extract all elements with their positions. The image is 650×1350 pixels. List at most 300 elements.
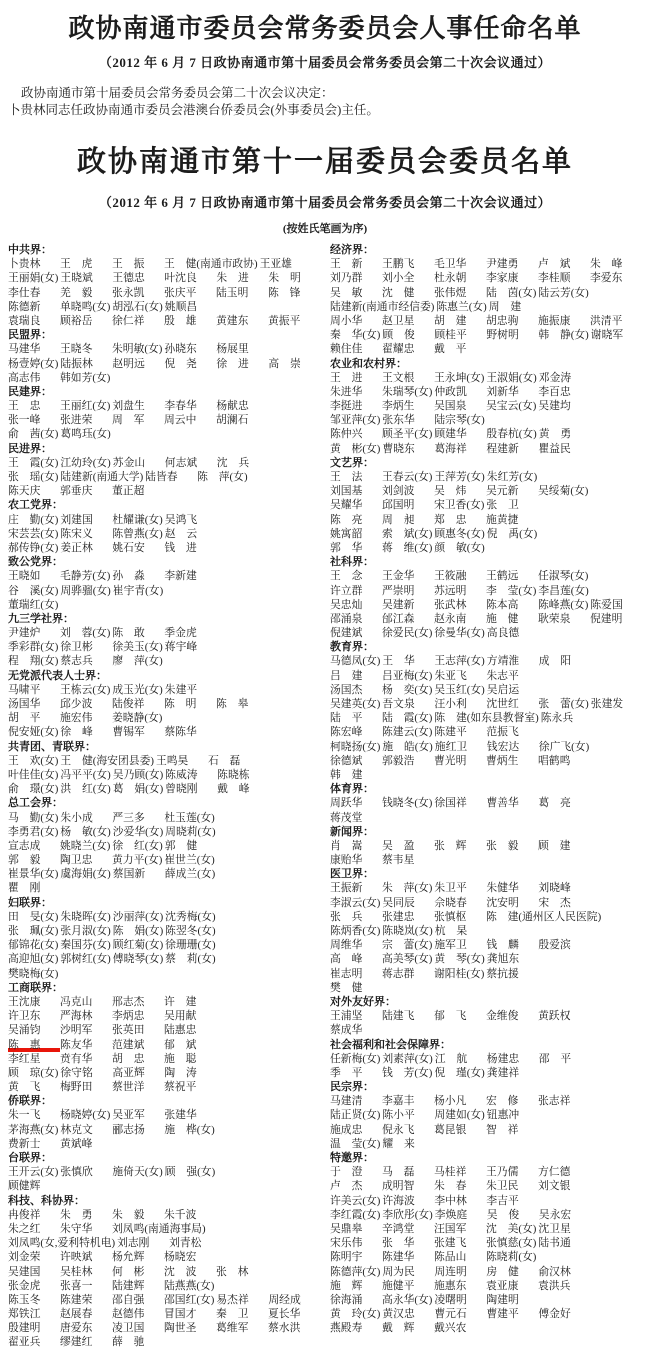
member-row [8, 839, 325, 853]
member-name: 沈卫星 [538, 1222, 571, 1235]
member-name: 温 莹(女) [330, 1137, 381, 1150]
member-row [330, 683, 650, 697]
member-name: 李嘉丰 [382, 1095, 415, 1108]
member-row [8, 1123, 325, 1137]
member-name: 叶佳佳(女) [8, 768, 59, 781]
member-name: 蔡抗援 [486, 967, 519, 980]
member-row [330, 1307, 650, 1321]
member-name: 谷 溪(女) [8, 584, 59, 597]
member-name: 董正超 [112, 485, 145, 498]
member-name: 姚寓韶 [330, 527, 363, 540]
member-name: 张喜一 [60, 1279, 93, 1292]
member-row [330, 967, 650, 981]
member-row [8, 952, 325, 966]
member-name: 顾 俊 [382, 329, 415, 342]
member-name: 俞 璟(女) [8, 783, 59, 796]
member-name: 王沈康 [8, 995, 41, 1008]
member-name: 王 忠 [8, 400, 41, 413]
member-name: 洪 红(女) [60, 783, 111, 796]
member-name: 郦志扬 [112, 1123, 145, 1136]
member-name: 姚顺昌 [164, 300, 198, 313]
member-name: 傅金好 [538, 1308, 571, 1321]
member-name: 沙丽萍(女) [112, 910, 164, 923]
member-row [8, 541, 325, 555]
member-name: 倪 禹(女) [486, 527, 538, 540]
member-row [8, 1023, 325, 1037]
member-row [330, 1137, 650, 1151]
member-name: 陈 建(如东县教督室) [434, 712, 539, 725]
member-name: 沈 健 [382, 286, 415, 299]
member-name: 徐 进 [216, 357, 249, 370]
member-name: 高良德 [486, 627, 520, 640]
member-name: 郭毅浩 [382, 754, 415, 767]
member-name: 叶沈良 [164, 272, 197, 285]
member-name: 倪建明 [590, 612, 623, 625]
member-row [8, 725, 325, 739]
member-name: 徐德斌 [330, 754, 363, 767]
member-name: 廖 萍(女) [112, 655, 163, 668]
member-name: 李昌莲(女) [538, 584, 589, 597]
member-name: 葛 亮 [538, 797, 571, 810]
member-name: 周 建 [488, 300, 522, 313]
member-name: 王栋云(女) [60, 683, 111, 696]
section-header: 体育界： [330, 783, 374, 796]
member-name: 杨展里 [216, 343, 249, 356]
member-name: 龚旭东 [486, 953, 520, 966]
member-name: 柯晓扬(女) [330, 740, 381, 753]
member-name: 顾健辉 [8, 1180, 41, 1193]
member-name: 李 莹(女) [486, 584, 537, 597]
member-name: 戴 峰 [217, 783, 250, 796]
member-name: 钱 麟 [486, 939, 519, 952]
member-name: 朱 勇 [60, 1208, 93, 1221]
member-name: 王文根 [382, 371, 415, 384]
member-name: 赵永南 [434, 612, 467, 625]
member-name: 曹晓东 [382, 442, 415, 455]
member-name: 索 斌(女) [382, 527, 433, 540]
member-name: 邰江森 [382, 612, 415, 625]
member-name: 施倚天(女) [112, 1166, 163, 1179]
member-name: 陈建华 [382, 1251, 415, 1264]
member-name: 卜贵林 [8, 258, 41, 271]
member-name: 王春云(女) [382, 471, 433, 483]
member-row [8, 1236, 325, 1250]
member-row [330, 569, 650, 583]
member-name: 沈 兵 [216, 456, 250, 469]
member-name: 王萍芳(女) [434, 471, 485, 483]
member-row [330, 513, 650, 527]
member-name: 陈曾燕(女) [112, 527, 163, 540]
member-name: 张永凯 [112, 286, 145, 299]
member-name: 赵卫星 [382, 314, 415, 327]
member-name: 朱 进 [216, 272, 249, 285]
member-name: 王 华 [382, 655, 415, 668]
member-row [330, 1123, 650, 1137]
member-name: 钱 进 [164, 541, 197, 554]
member-name: 冯平平(女) [60, 768, 111, 781]
member-name: 张伟煜 [434, 286, 467, 299]
member-name: 周为民 [382, 1265, 415, 1278]
member-row [330, 1066, 650, 1080]
member-row [330, 768, 650, 782]
member-name: 殷建明 [8, 1322, 41, 1335]
member-row [8, 697, 325, 711]
member-row [8, 654, 325, 668]
member-name: 崔景华(女) [8, 868, 59, 881]
member-name: 杨献忠 [216, 400, 249, 413]
member-row [8, 300, 325, 314]
member-row [330, 271, 650, 285]
member-row [330, 1179, 650, 1193]
member-name: 高 峰 [330, 953, 363, 966]
member-name: 殷春杭(女) [486, 428, 537, 441]
member-name: 顾桂平 [434, 329, 467, 342]
member-name: 沈 波 [164, 1265, 197, 1278]
member-name: 苏金山 [112, 456, 146, 469]
member-row [8, 924, 325, 938]
member-row [330, 1194, 650, 1208]
member-name: 李春华 [164, 400, 197, 413]
member-name: 辛鸿堂 [382, 1222, 415, 1235]
member-name: 孙 淼 [112, 570, 145, 583]
member-name: 李欣彤(女) [382, 1208, 433, 1221]
member-name: 陈峰燕(女) [538, 598, 589, 611]
member-name: 李中林 [434, 1194, 467, 1207]
member-name: 李焕庭 [434, 1208, 468, 1221]
member-name: 费新士 [8, 1137, 41, 1150]
member-name: 曹善华 [486, 797, 519, 810]
member-name: 施军卫 [434, 939, 467, 952]
member-name: 徐卫彬 [60, 641, 93, 654]
member-name: 季金虎 [164, 627, 197, 640]
member-name: 王鸣昊 [155, 754, 189, 767]
member-name: 周 昶 [382, 513, 415, 526]
member-name: 吴 俊 [486, 1208, 520, 1221]
member-name: 于 澄 [330, 1166, 363, 1179]
member-row [8, 938, 325, 952]
member-name: 李挺进 [330, 400, 363, 413]
member-name: 周小华 [330, 314, 363, 327]
member-name: 冒国才 [164, 1308, 197, 1321]
member-name: 张 辉 [434, 839, 467, 852]
member-name: 许 建 [164, 995, 197, 1008]
member-row [330, 740, 650, 754]
member-name: 张月淑(女) [60, 925, 111, 937]
section-header: 无党派代表人士界： [8, 669, 107, 682]
member-name: 张 林 [216, 1265, 249, 1278]
member-name: 马桂祥 [434, 1166, 467, 1179]
member-name: 王 新 [330, 258, 363, 271]
member-name: 徐守铭 [60, 1066, 93, 1079]
member-name: 陈 明 [164, 698, 197, 710]
member-name: 周骅骝(女) [60, 584, 111, 597]
member-row [330, 314, 650, 328]
member-name: 张 毅 [486, 839, 519, 852]
member-name: 张建发 [590, 698, 624, 710]
member-name: 周云中 [164, 414, 197, 427]
section-header: 教育界： [330, 641, 374, 654]
member-name: 陈 娟(女) [112, 925, 164, 937]
member-name: 黄斌峰 [60, 1137, 93, 1150]
member-name: 梅野田 [60, 1081, 93, 1094]
member-name: 陆玉明 [216, 286, 249, 299]
member-name: 吴亚军 [112, 1109, 145, 1122]
member-name: 李吉平 [486, 1194, 519, 1207]
member-name: 张 兵 [330, 910, 363, 923]
member-name: 吴绥菊(女) [538, 485, 589, 498]
member-row [330, 697, 650, 711]
member-name: 王丽娟(女) [8, 272, 59, 285]
member-name: 胡 忠 [112, 1052, 145, 1065]
member-name: 郭垂庆 [60, 485, 93, 498]
member-name: 赵明远 [112, 357, 145, 370]
member-row [330, 1094, 650, 1108]
member-name: 周维华 [330, 939, 363, 952]
member-row [8, 513, 325, 527]
member-name: 秦国芬(女) [60, 939, 111, 952]
section-header: 文艺界： [330, 456, 374, 469]
member-name: 施 桦(女) [164, 1123, 215, 1136]
member-name: 李红星 [8, 1052, 41, 1065]
member-name: 朱守华 [60, 1222, 93, 1235]
member-row [330, 612, 650, 626]
member-name: 吴元新 [486, 485, 519, 498]
member-name: 许映斌 [60, 1251, 93, 1264]
member-name: 许海波 [382, 1194, 415, 1207]
member-row [330, 853, 650, 867]
member-name: 殷爱滨 [538, 939, 571, 952]
member-name: 沈秀梅(女) [165, 910, 216, 923]
member-row [330, 811, 650, 825]
member-name: 陆惠忠 [164, 1024, 197, 1037]
member-name: 严崇明 [382, 584, 415, 597]
member-name: 蔡国新 [112, 868, 146, 881]
member-name: 李爱东 [590, 272, 623, 285]
member-name: 倪安娅(女) [8, 726, 59, 739]
member-name: 樊 健 [330, 981, 363, 994]
member-name: 黄 彬(女) [330, 442, 381, 455]
member-name: 高美琴(女) [382, 953, 433, 966]
name-list-column-left [0, 243, 325, 1350]
member-name: 施黄捷 [486, 513, 519, 526]
member-name: 张 华 [382, 1237, 415, 1250]
member-name: 杭 杲 [434, 925, 468, 937]
member-name: 张金虎 [8, 1279, 41, 1292]
member-name: 施 健 [486, 612, 519, 625]
member-name: 马啸平 [8, 683, 41, 696]
member-name: 李百忠 [538, 385, 571, 398]
member-name: 朱 毅 [112, 1208, 145, 1221]
member-name: 陈品山 [434, 1251, 467, 1264]
member-name: 陶 涛 [164, 1066, 197, 1079]
member-row [8, 1321, 325, 1335]
member-name: 高志伟 [8, 371, 41, 384]
member-name: 周跃华 [330, 797, 363, 810]
member-row [8, 1165, 325, 1179]
member-name: 田 旻(女) [8, 910, 59, 923]
member-row [8, 1052, 325, 1066]
member-row [330, 470, 650, 484]
member-name: 顾 琼(女) [8, 1066, 59, 1079]
member-name: 钱宏达 [486, 740, 520, 753]
member-name: 朱红芳(女) [486, 471, 538, 483]
member-row [330, 910, 650, 924]
member-name: 沈世红 [486, 698, 519, 710]
member-row [330, 654, 650, 668]
member-name: 何志斌 [164, 456, 198, 469]
member-name: 朱 萍(女) [382, 882, 433, 895]
member-name: 刘新华 [486, 385, 519, 398]
member-name: 陈玉冬 [8, 1293, 41, 1306]
member-name: 缪建红 [60, 1336, 93, 1349]
member-name: 郁锦花(女) [8, 939, 59, 952]
member-row [8, 711, 325, 725]
member-name: 范振飞 [486, 726, 519, 739]
member-name: 朱 峰 [590, 258, 623, 271]
member-name: 陈天庆 [8, 485, 41, 498]
member-name: 任淑琴(女) [538, 570, 589, 583]
member-name: 宣志成 [8, 839, 41, 852]
member-name: 王 霞(女) [8, 456, 59, 469]
member-name: 蔡 莉(女) [165, 953, 216, 966]
member-list-subtitle: （2012 年 6 月 7 日政协南通市第十届委员会常务委员会第二十次会议通过） [98, 195, 552, 210]
member-row [8, 470, 325, 484]
member-name: 夏长华 [268, 1308, 301, 1321]
member-row [8, 1222, 325, 1236]
member-name: 刘志刚 [117, 1237, 150, 1250]
member-name: 张 瑶(女) [8, 471, 59, 483]
member-name: 蒋 维(女) [382, 541, 433, 554]
member-row [330, 1165, 650, 1179]
member-name: 俞 茜(女) [8, 428, 59, 441]
member-name: 姚石安 [112, 541, 145, 554]
member-name: 程建新 [486, 442, 519, 455]
member-name: 陆云芳(女) [538, 286, 589, 299]
member-name: 袁亚康 [486, 1279, 519, 1292]
name-list-column-right [325, 243, 650, 1350]
member-name: 高 崇 [268, 357, 301, 370]
member-name: 虞海娟(女) [60, 868, 111, 881]
member-name: 赵德伟 [112, 1308, 145, 1321]
member-row [8, 1293, 325, 1307]
member-name: 王 虎 [60, 258, 93, 271]
member-row [8, 357, 325, 371]
member-name: 倪 瑾(女) [434, 1066, 485, 1079]
member-name: 吴建均 [538, 400, 571, 413]
member-name: 王淑娟(女) [486, 371, 537, 384]
member-name: 陈 亮 [330, 513, 363, 526]
member-name: 康贻华 [330, 854, 363, 867]
member-name: 燕殿寿 [330, 1322, 363, 1335]
member-name: 陈永兵 [540, 712, 574, 725]
member-name: 陆宗琴(女) [434, 414, 485, 427]
member-name: 葛海祥 [434, 442, 467, 455]
member-row [8, 683, 325, 697]
member-name: 庄 勤(女) [8, 513, 59, 526]
member-name: 季 平 [330, 1066, 363, 1079]
member-name: 杨允辉 [112, 1251, 145, 1264]
member-name: 刘建国 [60, 513, 93, 526]
member-name: 凌曙明 [434, 1293, 467, 1306]
member-name: 翟耀忠 [382, 343, 415, 356]
member-name: 杜永朝 [434, 272, 467, 285]
section-header: 九三学社界： [8, 612, 74, 625]
section-header: 致公党界： [8, 556, 63, 569]
member-name: 陆建新(南通市经信委) [330, 300, 435, 313]
member-name: 倪建斌 [330, 627, 363, 640]
member-name: 陆 茵(女) [486, 286, 537, 299]
member-name: 蔡韦星 [382, 854, 415, 867]
member-name: 蔡祝平 [164, 1081, 197, 1094]
member-name: 郭 健 [164, 839, 198, 852]
member-name: 洪清平 [590, 314, 623, 327]
member-row [330, 796, 650, 810]
member-name: 徐美玉(女) [112, 641, 163, 654]
member-name: 张武林 [434, 598, 467, 611]
member-name: 王鹏飞 [382, 258, 415, 271]
member-name: 刘青松 [169, 1237, 202, 1250]
member-name: 王鹤远 [486, 570, 519, 583]
member-name: 宋乐伟 [330, 1237, 363, 1250]
member-name: 黄 玲(女) [330, 1308, 381, 1321]
member-name: 邓金涛 [538, 371, 572, 384]
member-name: 孙晓东 [164, 343, 197, 356]
member-name: 张建华 [164, 1109, 197, 1122]
member-name: 施成忠 [330, 1123, 363, 1136]
member-row [8, 342, 325, 356]
member-name: 吴乃顾(女) [112, 768, 164, 781]
member-name: 智 祥 [486, 1123, 519, 1136]
member-name: 房 健 [486, 1265, 519, 1278]
member-row [330, 896, 650, 910]
member-name: 李仕春 [8, 286, 41, 299]
member-name: 蔡水洪 [268, 1322, 301, 1335]
member-name: 陆建辉 [112, 1279, 145, 1292]
member-name: 郁 斌 [164, 1038, 197, 1051]
member-name: 高迎旭(女) [8, 953, 59, 966]
member-name: 蔡陈华 [164, 726, 197, 739]
member-name: 羌 毅 [60, 286, 93, 299]
member-name: 沙爱华(女) [112, 825, 164, 838]
member-name: 黄振平 [268, 314, 301, 327]
member-name: 黄汉忠 [382, 1308, 415, 1321]
member-name: 邵涌泉 [330, 612, 363, 625]
member-name: 朱小成 [60, 811, 93, 824]
member-name: 王金华 [382, 570, 415, 583]
member-name: 陈德萍(女) [330, 1265, 381, 1278]
member-name: 刘文银 [538, 1180, 571, 1193]
member-name: 朱晓晖(女) [60, 910, 111, 923]
member-name: 邵 平 [538, 1052, 572, 1065]
member-name: 戴 平 [434, 343, 467, 356]
member-name: 陆正贤(女) [330, 1109, 381, 1122]
member-row [330, 286, 650, 300]
member-list-title: 政协南通市第十一届委员会委员名单 [76, 146, 573, 178]
member-name: 茅海燕(女) [8, 1123, 59, 1136]
member-name: 陈翌冬(女) [165, 925, 216, 937]
member-name: 吴桂林 [60, 1265, 93, 1278]
member-name: 严三多 [112, 811, 145, 824]
member-name: 陈 萍(女) [197, 471, 248, 483]
member-name: 周连明 [434, 1265, 467, 1278]
member-name: 许美云(女) [330, 1194, 381, 1207]
member-row [8, 1009, 325, 1023]
member-name: 汤国华 [8, 698, 41, 710]
member-name: 邹亚萍(女) [330, 414, 381, 427]
member-row [8, 399, 325, 413]
member-row [8, 1307, 325, 1321]
member-name: 杨小凡 [434, 1095, 467, 1108]
